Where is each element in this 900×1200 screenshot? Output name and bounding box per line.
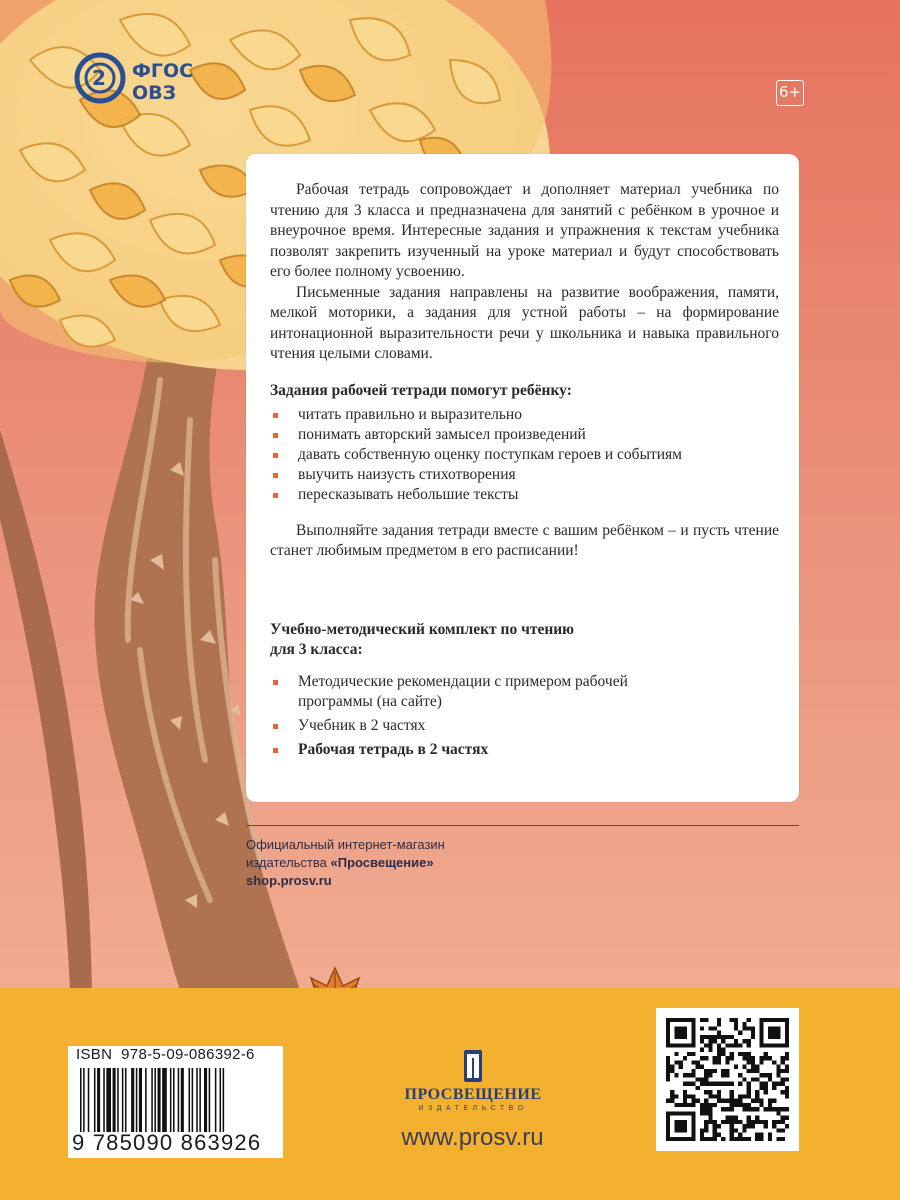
list-item: Учебник в 2 частях (270, 716, 779, 736)
list-item: понимать авторский замысел произведений (270, 425, 779, 445)
shop-publisher-name: «Просвещение» (330, 855, 434, 870)
qr-code[interactable] (666, 1018, 789, 1141)
svg-text:2: 2 (92, 66, 106, 90)
publisher-emblem-icon (462, 1048, 484, 1084)
publisher-subtitle: ИЗДАТЕЛЬСТВО (418, 1105, 528, 1112)
qr-code-panel (656, 1008, 799, 1151)
barcode-number: 9 785090 863926 (72, 1130, 262, 1155)
kit-heading-line-1: Учебно-методический комплект по чтению (270, 620, 575, 638)
isbn-value: 978-5-09-086392-6 (121, 1046, 255, 1063)
shop-info (246, 836, 445, 890)
tasks-list (270, 405, 779, 505)
logo-line-2: ОВЗ (132, 82, 177, 104)
list-item: давать собственную оценку поступкам героев и событиям (270, 445, 779, 465)
list-item: Методические рекомендации с примером рабочей программы (на сайте) (270, 672, 640, 712)
publisher-website[interactable]: www.prosv.ru (401, 1124, 544, 1151)
card-content (270, 180, 779, 764)
description-card (246, 154, 799, 802)
intro-paragraph-1: Рабочая тетрадь сопровождает и дополняет материал учебника по чтению для 3 класса и предназначена для занятий с ребёнком в урочное и внеурочное время. Интересные задания и упражнения к текстам учебника позволят закрепить изученный на уроке материал и будут способствовать его более полному усвоению. (270, 181, 779, 280)
isbn-line (76, 1046, 255, 1063)
list-item: выучить наизусть стихотворения (270, 465, 779, 485)
closing-paragraph: Выполняйте задания тетради вместе с вашим ребёнком – и пусть чтение станет любимым предметом в его расписании! (270, 521, 779, 559)
kit-heading-line-2: для 3 класса: (270, 640, 363, 658)
shop-line-1: Официальный интернет-магазин (246, 837, 445, 852)
isbn-label: ISBN (76, 1046, 113, 1063)
publisher-name: ПРОСВЕЩЕНИЕ (404, 1086, 542, 1103)
publisher-logo (388, 1048, 558, 1112)
shop-line-2-prefix: издательства (246, 855, 331, 870)
kit-list (270, 672, 779, 760)
shop-url-text[interactable]: shop.prosv.ru (246, 873, 332, 888)
barcode-panel (68, 1046, 283, 1158)
barcode (80, 1068, 276, 1132)
divider (246, 825, 799, 826)
kit-heading (270, 620, 779, 660)
shop-url[interactable] (246, 872, 445, 890)
logo-line-1: ФГОС (132, 60, 194, 82)
list-item: Рабочая тетрадь в 2 частях (270, 740, 779, 760)
fgos-logo-text (132, 60, 193, 104)
age-rating-badge: 6+ (776, 80, 804, 106)
list-item: пересказывать небольшие тексты (270, 485, 779, 505)
intro-paragraph-2: Письменные задания направлены на развитие воображения, памяти, мелкой моторики, а задания для устной работы – на формирование интонационной выразительности речи у школьника и навыка правильного чтения целыми словами. (270, 283, 779, 362)
list-item: читать правильно и выразительно (270, 405, 779, 425)
tasks-heading: Задания рабочей тетради помогут ребёнку: (270, 381, 572, 399)
shop-line-2 (246, 854, 445, 872)
